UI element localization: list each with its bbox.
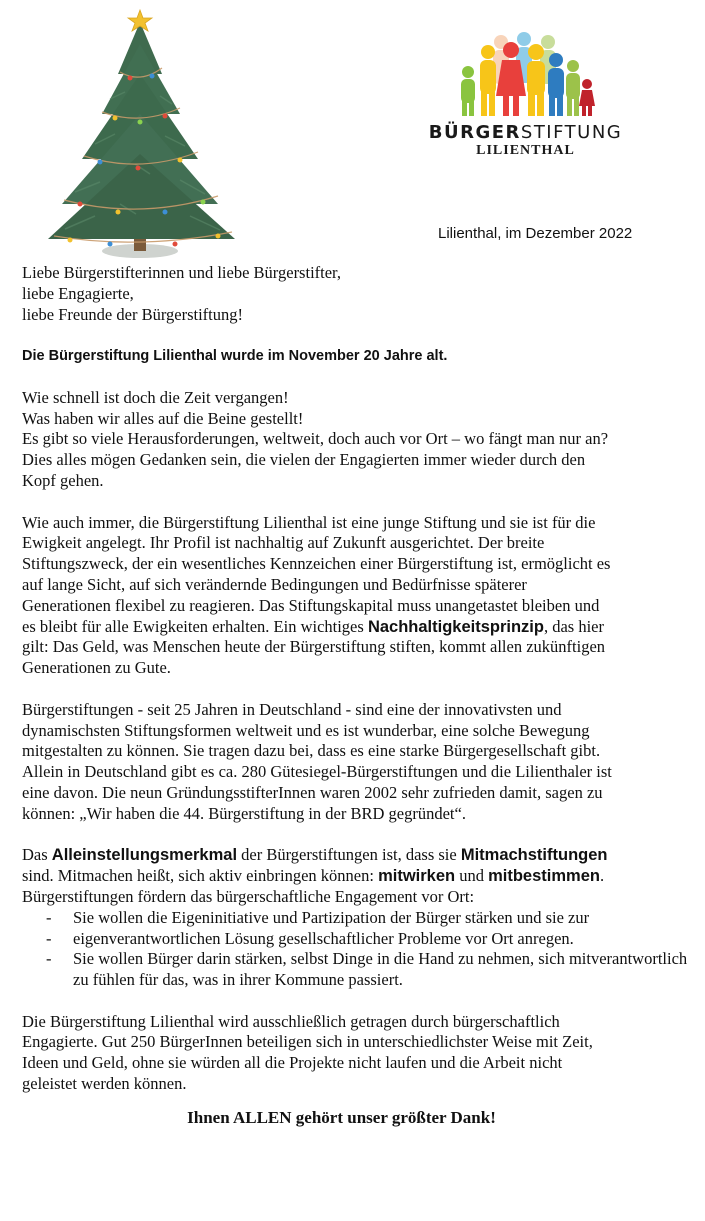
text-line: Wie auch immer, die Bürgerstiftung Lilienthal ist eine junge Stiftung und sie ist für die [22, 512, 596, 532]
text-line: Generationen zu Gute. [22, 658, 171, 678]
text-line: Bürgerstiftungen - seit 25 Jahren in Deutschland - sind eine der innovativsten und [22, 699, 562, 719]
emphasis: mitwirken [378, 867, 456, 886]
text-line: Dies alles mögen Gedanken sein, die vielen der Engagierten immer wieder durch den [22, 450, 586, 470]
text-line: Bürgerstiftungen fördern das bürgerschaftliche Engagement vor Ort: [22, 886, 475, 906]
text-line: Die Bürgerstiftung Lilienthal wird ausschließlich getragen durch bürgerschaftlich [22, 1011, 560, 1031]
text-line: Kopf gehen. [22, 470, 104, 490]
text-line [22, 845, 690, 866]
text-line: Ideen und Geld, ohne sie würden all die Projekte nicht laufen und die Arbeit nicht [22, 1053, 563, 1073]
text-run: . [599, 866, 605, 886]
text-line: eine davon. Die neun GründungsstifterInnen waren 2002 sehr zufrieden damit, sagen zu [22, 782, 603, 802]
text-run: es bleibt für alle Ewigkeiten erhalten. Ein wichtiges [22, 616, 368, 636]
emphasis: Nachhaltigkeitsprinzip [367, 617, 544, 636]
text-line: Ewigkeit angelegt. Ihr Profil ist nachhaltig auf Zukunft ausgerichtet. Der breite [22, 533, 545, 553]
text-line: Wie schnell ist doch die Zeit vergangen! [22, 387, 289, 407]
text-run: der Bürgerstiftungen ist, dass sie [237, 845, 461, 865]
paragraph-1 [22, 388, 690, 492]
text-line: dynamischsten Stiftungsformen weltweit und es ist wunderbar, eine solche Bewegung [22, 720, 590, 740]
salutation-line: Liebe Bürgerstifterinnen und liebe Bürgerstifter, [22, 263, 342, 282]
text-run: und [455, 866, 489, 886]
emphasis: mitbestimmen [488, 867, 600, 886]
text-line: Was haben wir alles auf die Beine gestellt! [22, 408, 304, 428]
letter-body [22, 263, 690, 1116]
text-line: mitgestalten zu können. Sie tragen dazu bei, dass es eine starke Bürgergesellschaft gibt. [22, 741, 601, 761]
emphasis: Alleinstellungsmerkmal [51, 846, 238, 865]
text-run: sind. Mitmachen heißt, sich aktiv einbringen können: [22, 866, 379, 886]
text-line: Engagierte. Gut 250 BürgerInnen beteiligen sich in unterschiedlichster Weise mit Zeit, [22, 1032, 593, 1052]
list-item: - Sie wollen die Eigeninitiative und Partizipation der Bürger stärken und sie zur [22, 908, 690, 929]
paragraph-3 [22, 700, 690, 825]
paragraph-2 [22, 513, 690, 679]
text-line: Allein in Deutschland gibt es ca. 280 Gütesiegel-Bürgerstiftungen und die Lilienthaler ist [22, 762, 612, 782]
paragraph-4 [22, 845, 690, 907]
text-line: Generationen flexibel zu reagieren. Das Stiftungskapital muss unangetastet bleiben und [22, 595, 600, 615]
list-item: - eigenverantwortlichen Lösung gesellschaftlicher Probleme vor Ort anregen. [22, 929, 690, 950]
text-line: können: „Wir haben die 44. Bürgerstiftung in der BRD gegründet“. [22, 803, 466, 823]
list-item: - Sie wollen Bürger darin stärken, selbst Dinge in die Hand zu nehmen, sich mitverantwortlich zu fühlen für das, was in ihrer Kommune passiert. [22, 949, 690, 991]
text-line [22, 617, 690, 638]
emphasis: Mitmachstiftungen [460, 846, 608, 865]
logo-place: LILIENTHAL [476, 143, 575, 158]
letter-date: Lilienthal, im Dezember 2022 [438, 225, 633, 242]
text-line: gilt: Das Geld, was Menschen heute der Bürgerstiftung stiften, kommt allen zukünftigen [22, 637, 606, 657]
salutation [22, 263, 690, 325]
text-line: Es gibt so viele Herausforderungen, weltweit, doch auch vor Ort – wo fängt man nur an? [22, 429, 609, 449]
text-run: , das hier [543, 616, 604, 636]
logo-wordmark: BÜRGERSTIFTUNG [428, 122, 623, 143]
bullet-list [22, 908, 690, 991]
text-line: auf lange Sicht, auf sich verändernde Bedingungen und Bedürfnisse späterer [22, 574, 527, 594]
christmas-tree-icon [40, 4, 245, 262]
text-line: Stiftungszweck, der ein wesentliches Kennzeichen einer Bürgerstiftung ist, ermöglicht es [22, 554, 611, 574]
salutation-line: liebe Engagierte, [22, 283, 134, 303]
paragraph-5 [22, 1012, 690, 1095]
text-line: geleistet werden können. [22, 1074, 187, 1094]
buergerstiftung-logo [418, 30, 633, 165]
text-run: Das [22, 845, 52, 865]
people-group-icon [456, 30, 596, 120]
closing-line: Ihnen ALLEN gehört unser größter Dank! [187, 1108, 496, 1127]
salutation-line: liebe Freunde der Bürgerstiftung! [22, 304, 244, 324]
text-line [22, 866, 690, 887]
headline: Die Bürgerstiftung Lilienthal wurde im November 20 Jahre alt. [22, 348, 448, 365]
